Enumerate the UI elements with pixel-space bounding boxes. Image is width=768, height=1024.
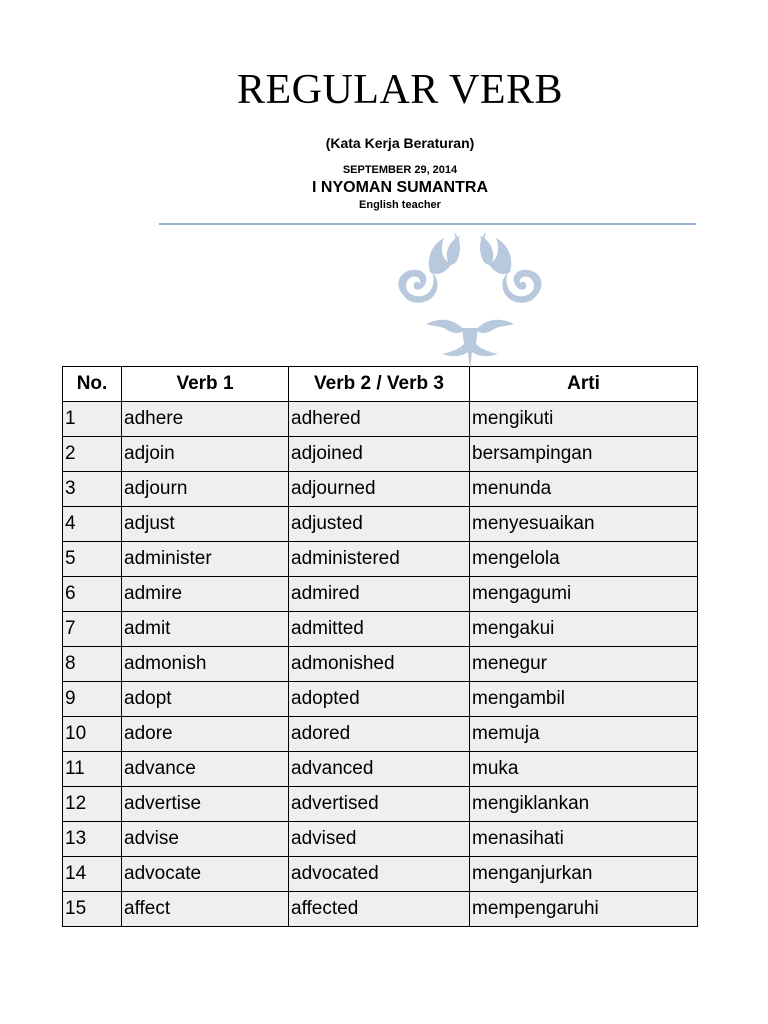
cell-verb2-verb3: advertised — [289, 787, 470, 822]
cell-number: 12 — [63, 787, 122, 822]
cell-verb1: admit — [122, 612, 289, 647]
cell-arti: menganjurkan — [470, 857, 698, 892]
cell-number: 9 — [63, 682, 122, 717]
cell-verb2-verb3: advocated — [289, 857, 470, 892]
cell-verb1: advance — [122, 752, 289, 787]
author-name: I NYOMAN SUMANTRA — [312, 179, 488, 196]
cell-verb1: advise — [122, 822, 289, 857]
cell-verb1: adore — [122, 717, 289, 752]
cell-verb2-verb3: advanced — [289, 752, 470, 787]
cell-verb2-verb3: adjoined — [289, 437, 470, 472]
cell-verb1: admonish — [122, 647, 289, 682]
cell-arti: menunda — [470, 472, 698, 507]
cell-arti: mengagumi — [470, 577, 698, 612]
table-row — [63, 472, 698, 507]
cell-number: 4 — [63, 507, 122, 542]
cell-verb1: adjust — [122, 507, 289, 542]
cell-verb2-verb3: adored — [289, 717, 470, 752]
cell-verb1: adopt — [122, 682, 289, 717]
cell-number: 10 — [63, 717, 122, 752]
cell-verb2-verb3: adopted — [289, 682, 470, 717]
cell-verb2-verb3: affected — [289, 892, 470, 927]
cell-arti: menasihati — [470, 822, 698, 857]
document-subtitle: (Kata Kerja Beraturan) — [325, 135, 475, 151]
cell-verb2-verb3: admonished — [289, 647, 470, 682]
cell-number: 5 — [63, 542, 122, 577]
table-row — [63, 507, 698, 542]
cell-arti: mengambil — [470, 682, 698, 717]
regular-verb-table — [62, 366, 698, 927]
cell-number: 15 — [63, 892, 122, 927]
cell-verb1: affect — [122, 892, 289, 927]
cell-arti: mempengaruhi — [470, 892, 698, 927]
table-row — [63, 822, 698, 857]
cell-verb2-verb3: advised — [289, 822, 470, 857]
cell-arti: mengakui — [470, 612, 698, 647]
cell-number: 2 — [63, 437, 122, 472]
cell-verb1: advocate — [122, 857, 289, 892]
cell-number: 6 — [63, 577, 122, 612]
cell-number: 14 — [63, 857, 122, 892]
cell-number: 13 — [63, 822, 122, 857]
author-role: English teacher — [359, 199, 441, 211]
cell-verb2-verb3: admired — [289, 577, 470, 612]
document-title: REGULAR VERB — [236, 67, 564, 113]
cell-verb1: administer — [122, 542, 289, 577]
column-header-verb1: Verb 1 — [122, 367, 289, 402]
cell-arti: muka — [470, 752, 698, 787]
cell-number: 1 — [63, 402, 122, 437]
cell-verb2-verb3: adjourned — [289, 472, 470, 507]
cell-arti: mengelola — [470, 542, 698, 577]
cell-verb2-verb3: administered — [289, 542, 470, 577]
cell-number: 11 — [63, 752, 122, 787]
cell-verb1: adjourn — [122, 472, 289, 507]
column-header-arti: Arti — [470, 367, 698, 402]
cell-arti: menyesuaikan — [470, 507, 698, 542]
table-row — [63, 892, 698, 927]
table-body — [63, 402, 698, 927]
cell-verb2-verb3: adjusted — [289, 507, 470, 542]
table-row — [63, 437, 698, 472]
table-row — [63, 787, 698, 822]
cell-verb1: adjoin — [122, 437, 289, 472]
column-header-verb2-verb3: Verb 2 / Verb 3 — [289, 367, 470, 402]
cell-verb1: admire — [122, 577, 289, 612]
table-row — [63, 542, 698, 577]
cell-arti: mengiklankan — [470, 787, 698, 822]
floral-ornament-icon — [390, 224, 550, 370]
cell-verb2-verb3: admitted — [289, 612, 470, 647]
cell-number: 7 — [63, 612, 122, 647]
cell-arti: bersampingan — [470, 437, 698, 472]
table-header-row — [63, 367, 698, 402]
cell-number: 3 — [63, 472, 122, 507]
document-date: SEPTEMBER 29, 2014 — [342, 164, 458, 176]
cell-arti: mengikuti — [470, 402, 698, 437]
table-row — [63, 682, 698, 717]
cell-arti: menegur — [470, 647, 698, 682]
cell-verb2-verb3: adhered — [289, 402, 470, 437]
table-row — [63, 717, 698, 752]
table-row — [63, 402, 698, 437]
table-row — [63, 577, 698, 612]
column-header-no: No. — [63, 367, 122, 402]
cell-number: 8 — [63, 647, 122, 682]
table-row — [63, 612, 698, 647]
table-row — [63, 647, 698, 682]
table-row — [63, 752, 698, 787]
cell-verb1: adhere — [122, 402, 289, 437]
cell-arti: memuja — [470, 717, 698, 752]
table-row — [63, 857, 698, 892]
cell-verb1: advertise — [122, 787, 289, 822]
